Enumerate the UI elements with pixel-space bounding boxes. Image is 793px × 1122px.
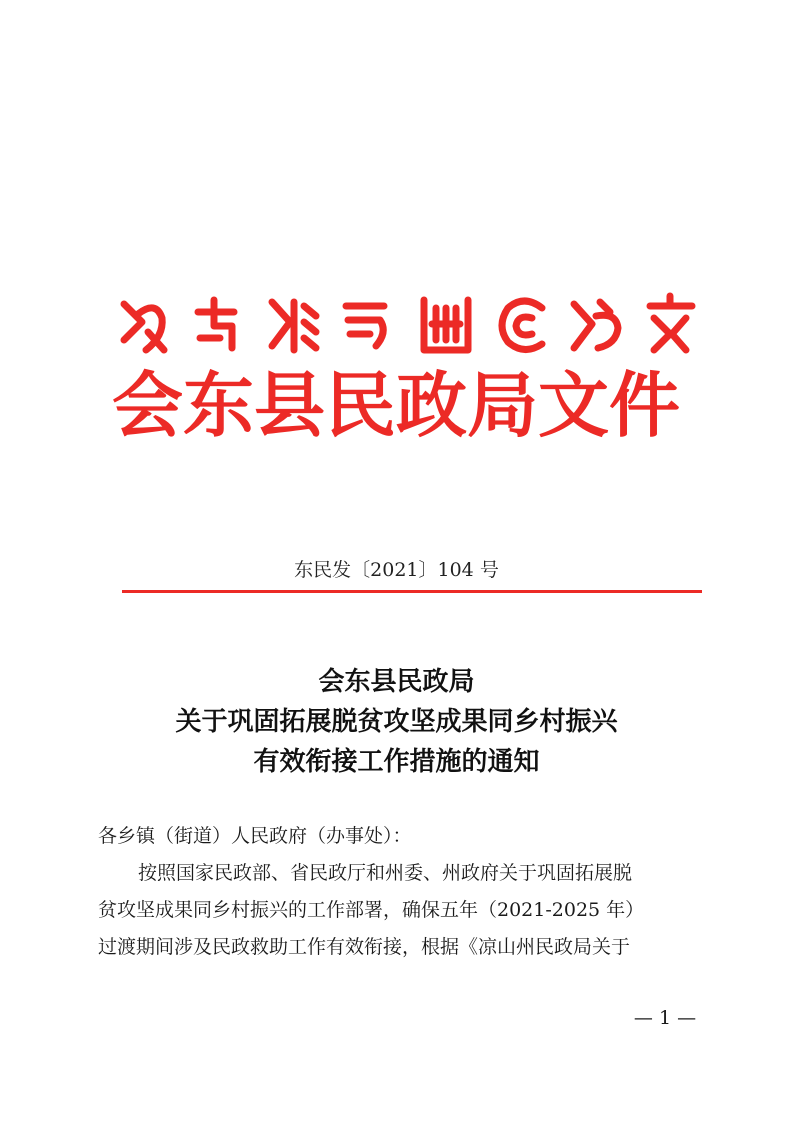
red-divider-line [122, 590, 702, 593]
yi-glyph-4 [346, 306, 384, 346]
yi-glyph-2 [198, 300, 234, 348]
org-title: 会东县民政局文件 [112, 363, 681, 447]
yi-glyph-1 [124, 304, 164, 350]
yi-glyph-6 [502, 301, 542, 350]
document-number: 东民发〔2021〕104 号 [294, 559, 499, 581]
salutation: 各乡镇（街道）人民政府（办事处）： [98, 825, 412, 847]
notice-title [0, 662, 793, 782]
notice-title-line-2: 关于巩固拓展脱贫攻坚成果同乡村振兴 [175, 707, 618, 737]
body-line-1: 按照国家民政部、省民政厅和州委、州政府关于巩固拓展脱 [138, 862, 633, 884]
document-body [98, 818, 698, 966]
yi-glyph-3 [272, 302, 316, 350]
yi-glyph-8 [650, 296, 692, 350]
yi-glyph-5 [424, 300, 468, 350]
body-line-2: 贫攻坚成果同乡村振兴的工作部署，确保五年（2021-2025 年） [98, 899, 645, 921]
yi-glyph-7 [574, 302, 618, 348]
body-line-3: 过渡期间涉及民政救助工作有效衔接，根据《凉山州民政局关于 [98, 936, 631, 958]
notice-title-line-1: 会东县民政局 [318, 667, 475, 697]
notice-title-line-3: 有效衔接工作措施的通知 [253, 747, 540, 777]
page-number: — 1 — [633, 1007, 697, 1029]
yi-script-header [118, 292, 698, 362]
yi-script-glyphs [118, 292, 698, 362]
